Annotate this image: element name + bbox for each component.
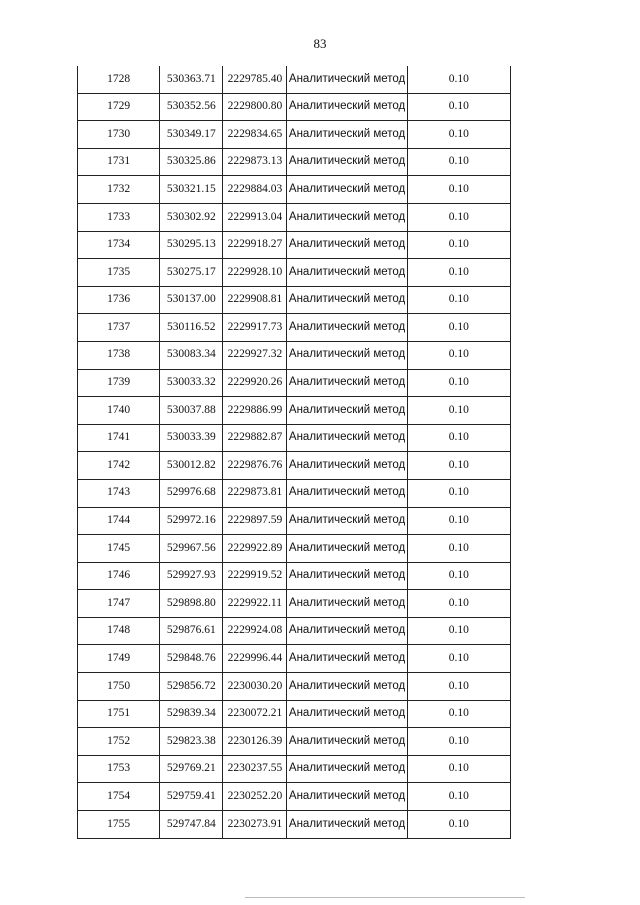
method-cell: Аналитический метод [287, 148, 407, 176]
x-coordinate-cell: 529759.41 [160, 783, 223, 811]
x-coordinate-cell: 530325.86 [160, 148, 223, 176]
table-row [78, 700, 511, 728]
method-cell: Аналитический метод [287, 728, 407, 756]
table-row [78, 369, 511, 397]
point-number-cell: 1741 [78, 424, 160, 452]
table-row [78, 452, 511, 480]
x-coordinate-cell: 529769.21 [160, 755, 223, 783]
x-coordinate-cell: 529747.84 [160, 811, 223, 839]
point-number-cell: 1730 [78, 121, 160, 149]
table-body [78, 66, 511, 838]
accuracy-cell: 0.10 [407, 783, 510, 811]
accuracy-cell: 0.10 [407, 452, 510, 480]
table-row [78, 645, 511, 673]
x-coordinate-cell: 529839.34 [160, 700, 223, 728]
table-row [78, 341, 511, 369]
method-cell: Аналитический метод [287, 369, 407, 397]
method-cell: Аналитический метод [287, 452, 407, 480]
y-coordinate-cell: 2229918.27 [223, 231, 287, 259]
x-coordinate-cell: 530352.56 [160, 93, 223, 121]
table-row [78, 755, 511, 783]
y-coordinate-cell: 2230126.39 [223, 728, 287, 756]
method-cell: Аналитический метод [287, 535, 407, 563]
x-coordinate-cell: 530033.32 [160, 369, 223, 397]
table-row [78, 617, 511, 645]
point-number-cell: 1731 [78, 148, 160, 176]
y-coordinate-cell: 2229897.59 [223, 507, 287, 535]
y-coordinate-cell: 2229920.26 [223, 369, 287, 397]
point-number-cell: 1751 [78, 700, 160, 728]
table-row [78, 728, 511, 756]
x-coordinate-cell: 530116.52 [160, 314, 223, 342]
method-cell: Аналитический метод [287, 645, 407, 673]
x-coordinate-cell: 530083.34 [160, 341, 223, 369]
x-coordinate-cell: 530275.17 [160, 259, 223, 287]
point-number-cell: 1746 [78, 562, 160, 590]
method-cell: Аналитический метод [287, 121, 407, 149]
x-coordinate-cell: 529876.61 [160, 617, 223, 645]
accuracy-cell: 0.10 [407, 479, 510, 507]
accuracy-cell: 0.10 [407, 93, 510, 121]
y-coordinate-cell: 2229908.81 [223, 286, 287, 314]
point-number-cell: 1732 [78, 176, 160, 204]
accuracy-cell: 0.10 [407, 562, 510, 590]
method-cell: Аналитический метод [287, 314, 407, 342]
method-cell: Аналитический метод [287, 479, 407, 507]
x-coordinate-cell: 529976.68 [160, 479, 223, 507]
table-row [78, 783, 511, 811]
table-row [78, 148, 511, 176]
accuracy-cell: 0.10 [407, 259, 510, 287]
table-row [78, 286, 511, 314]
y-coordinate-cell: 2229876.76 [223, 452, 287, 480]
method-cell: Аналитический метод [287, 755, 407, 783]
method-cell: Аналитический метод [287, 424, 407, 452]
scan-divider [245, 897, 525, 898]
accuracy-cell: 0.10 [407, 755, 510, 783]
method-cell: Аналитический метод [287, 673, 407, 701]
accuracy-cell: 0.10 [407, 507, 510, 535]
method-cell: Аналитический метод [287, 66, 407, 93]
point-number-cell: 1747 [78, 590, 160, 618]
x-coordinate-cell: 529898.80 [160, 590, 223, 618]
method-cell: Аналитический метод [287, 231, 407, 259]
table-row [78, 424, 511, 452]
x-coordinate-cell: 530321.15 [160, 176, 223, 204]
method-cell: Аналитический метод [287, 341, 407, 369]
point-number-cell: 1755 [78, 811, 160, 839]
point-number-cell: 1739 [78, 369, 160, 397]
y-coordinate-cell: 2229873.13 [223, 148, 287, 176]
point-number-cell: 1735 [78, 259, 160, 287]
method-cell: Аналитический метод [287, 203, 407, 231]
accuracy-cell: 0.10 [407, 369, 510, 397]
accuracy-cell: 0.10 [407, 728, 510, 756]
table-row [78, 259, 511, 287]
method-cell: Аналитический метод [287, 286, 407, 314]
point-number-cell: 1729 [78, 93, 160, 121]
accuracy-cell: 0.10 [407, 231, 510, 259]
table-row [78, 479, 511, 507]
point-number-cell: 1740 [78, 397, 160, 425]
y-coordinate-cell: 2230030.20 [223, 673, 287, 701]
y-coordinate-cell: 2229886.99 [223, 397, 287, 425]
point-number-cell: 1744 [78, 507, 160, 535]
point-number-cell: 1737 [78, 314, 160, 342]
x-coordinate-cell: 529927.93 [160, 562, 223, 590]
point-number-cell: 1734 [78, 231, 160, 259]
y-coordinate-cell: 2229884.03 [223, 176, 287, 204]
point-number-cell: 1749 [78, 645, 160, 673]
point-number-cell: 1736 [78, 286, 160, 314]
table-row [78, 811, 511, 839]
accuracy-cell: 0.10 [407, 424, 510, 452]
x-coordinate-cell: 529848.76 [160, 645, 223, 673]
method-cell: Аналитический метод [287, 259, 407, 287]
point-number-cell: 1752 [78, 728, 160, 756]
point-number-cell: 1742 [78, 452, 160, 480]
accuracy-cell: 0.10 [407, 148, 510, 176]
accuracy-cell: 0.10 [407, 811, 510, 839]
accuracy-cell: 0.10 [407, 535, 510, 563]
accuracy-cell: 0.10 [407, 286, 510, 314]
point-number-cell: 1745 [78, 535, 160, 563]
y-coordinate-cell: 2229928.10 [223, 259, 287, 287]
y-coordinate-cell: 2229882.87 [223, 424, 287, 452]
method-cell: Аналитический метод [287, 562, 407, 590]
accuracy-cell: 0.10 [407, 590, 510, 618]
y-coordinate-cell: 2229834.65 [223, 121, 287, 149]
point-number-cell: 1743 [78, 479, 160, 507]
x-coordinate-cell: 530295.13 [160, 231, 223, 259]
point-number-cell: 1754 [78, 783, 160, 811]
method-cell: Аналитический метод [287, 93, 407, 121]
point-number-cell: 1753 [78, 755, 160, 783]
coordinates-table [77, 66, 511, 839]
y-coordinate-cell: 2230273.91 [223, 811, 287, 839]
x-coordinate-cell: 530349.17 [160, 121, 223, 149]
x-coordinate-cell: 530037.88 [160, 397, 223, 425]
y-coordinate-cell: 2230252.20 [223, 783, 287, 811]
y-coordinate-cell: 2229924.08 [223, 617, 287, 645]
table-row [78, 93, 511, 121]
y-coordinate-cell: 2229785.40 [223, 66, 287, 93]
table-row [78, 231, 511, 259]
y-coordinate-cell: 2229996.44 [223, 645, 287, 673]
y-coordinate-cell: 2229917.73 [223, 314, 287, 342]
x-coordinate-cell: 529972.16 [160, 507, 223, 535]
point-number-cell: 1733 [78, 203, 160, 231]
y-coordinate-cell: 2229922.11 [223, 590, 287, 618]
table-row [78, 507, 511, 535]
method-cell: Аналитический метод [287, 397, 407, 425]
method-cell: Аналитический метод [287, 617, 407, 645]
y-coordinate-cell: 2229927.32 [223, 341, 287, 369]
accuracy-cell: 0.10 [407, 397, 510, 425]
point-number-cell: 1738 [78, 341, 160, 369]
x-coordinate-cell: 530363.71 [160, 66, 223, 93]
accuracy-cell: 0.10 [407, 341, 510, 369]
method-cell: Аналитический метод [287, 811, 407, 839]
accuracy-cell: 0.10 [407, 700, 510, 728]
point-number-cell: 1748 [78, 617, 160, 645]
x-coordinate-cell: 530302.92 [160, 203, 223, 231]
accuracy-cell: 0.10 [407, 176, 510, 204]
point-number-cell: 1728 [78, 66, 160, 93]
y-coordinate-cell: 2229913.04 [223, 203, 287, 231]
table-row [78, 203, 511, 231]
method-cell: Аналитический метод [287, 176, 407, 204]
method-cell: Аналитический метод [287, 590, 407, 618]
table-row [78, 673, 511, 701]
y-coordinate-cell: 2229919.52 [223, 562, 287, 590]
x-coordinate-cell: 529823.38 [160, 728, 223, 756]
accuracy-cell: 0.10 [407, 617, 510, 645]
accuracy-cell: 0.10 [407, 314, 510, 342]
table-row [78, 397, 511, 425]
table-row [78, 535, 511, 563]
accuracy-cell: 0.10 [407, 645, 510, 673]
y-coordinate-cell: 2229800.80 [223, 93, 287, 121]
method-cell: Аналитический метод [287, 700, 407, 728]
x-coordinate-cell: 530012.82 [160, 452, 223, 480]
accuracy-cell: 0.10 [407, 66, 510, 93]
x-coordinate-cell: 529967.56 [160, 535, 223, 563]
table-row [78, 176, 511, 204]
table-row [78, 66, 511, 93]
x-coordinate-cell: 530137.00 [160, 286, 223, 314]
point-number-cell: 1750 [78, 673, 160, 701]
y-coordinate-cell: 2229873.81 [223, 479, 287, 507]
accuracy-cell: 0.10 [407, 121, 510, 149]
table-row [78, 590, 511, 618]
method-cell: Аналитический метод [287, 783, 407, 811]
accuracy-cell: 0.10 [407, 673, 510, 701]
table-row [78, 562, 511, 590]
method-cell: Аналитический метод [287, 507, 407, 535]
y-coordinate-cell: 2230072.21 [223, 700, 287, 728]
table-row [78, 314, 511, 342]
accuracy-cell: 0.10 [407, 203, 510, 231]
x-coordinate-cell: 529856.72 [160, 673, 223, 701]
x-coordinate-cell: 530033.39 [160, 424, 223, 452]
y-coordinate-cell: 2230237.55 [223, 755, 287, 783]
table-row [78, 121, 511, 149]
page-number: 83 [313, 36, 327, 51]
y-coordinate-cell: 2229922.89 [223, 535, 287, 563]
